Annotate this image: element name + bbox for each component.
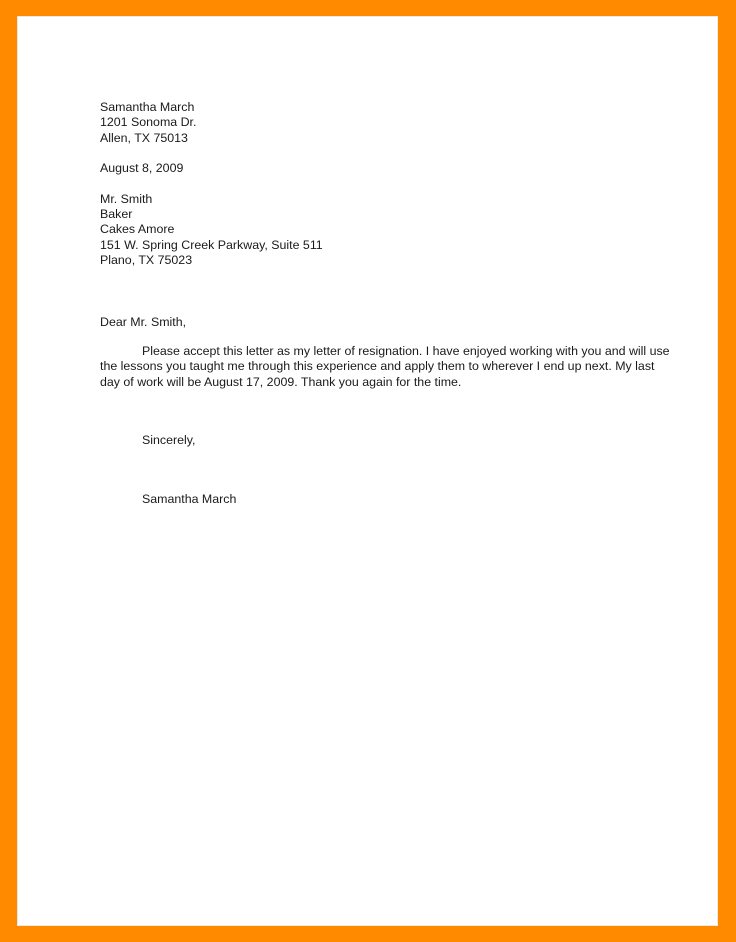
recipient-name: Mr. Smith — [100, 191, 153, 206]
sender-city-state-zip: Allen, TX 75013 — [100, 130, 188, 145]
recipient-company: Cakes Amore — [100, 222, 175, 237]
sender-street: 1201 Sonoma Dr. — [100, 115, 197, 130]
recipient-street: 151 W. Spring Creek Parkway, Suite 511 — [100, 237, 323, 252]
letter-date-block — [100, 161, 660, 176]
body-line-1: Please accept this letter as my letter of resignation. I have enjoyed working with you and will use — [142, 344, 670, 359]
signature-name: Samantha March — [142, 491, 237, 506]
closing: Sincerely, — [142, 433, 196, 448]
letter-date: August 8, 2009 — [100, 161, 184, 176]
body-line-2: the lessons you taught me through this experience and apply them to wherever I end up next. My last — [100, 359, 655, 374]
letter-page — [17, 16, 718, 926]
salutation: Dear Mr. Smith, — [100, 314, 187, 329]
body-line-3: day of work will be August 17, 2009. Thank you again for the time. — [100, 374, 462, 389]
salutation-block — [100, 315, 660, 330]
closing-block — [100, 433, 660, 448]
recipient-city-state-zip: Plano, TX 75023 — [100, 253, 193, 268]
sender-address — [100, 100, 660, 146]
recipient-title: Baker — [100, 207, 133, 222]
letter-body — [100, 344, 670, 390]
resignation-letter — [100, 100, 670, 507]
sender-name: Samantha March — [100, 100, 195, 114]
recipient-address — [100, 192, 660, 269]
signature-block — [100, 492, 660, 507]
